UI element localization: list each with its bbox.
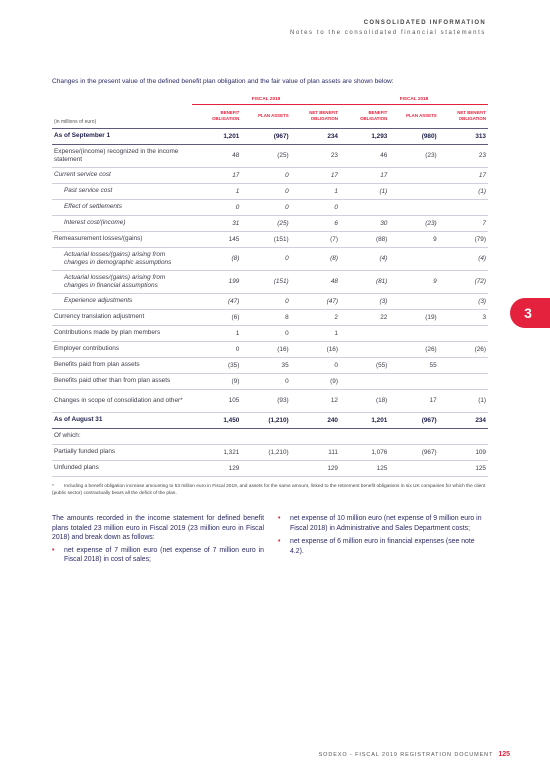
table-cell: 17	[291, 167, 340, 183]
table-cell: (18)	[340, 389, 389, 412]
body-column-right	[278, 514, 488, 560]
table-cell: 0	[291, 357, 340, 373]
running-header-section: CONSOLIDATED INFORMATION	[363, 20, 486, 26]
footnote-marker: *	[52, 484, 54, 489]
column-header-line: BENEFIT	[368, 110, 388, 116]
table-cell: 0	[241, 167, 290, 183]
row-label: Changes in scope of consolidation and other*	[52, 389, 192, 412]
column-header	[340, 105, 389, 129]
unit-label: (in millions of euro)	[54, 118, 97, 125]
table-cell	[340, 325, 389, 341]
table-cell: 17	[192, 167, 241, 183]
table-cell: 313	[439, 128, 488, 144]
table-cell: (967)	[241, 128, 290, 144]
table-cell: (151)	[241, 231, 290, 247]
table-row	[52, 128, 488, 144]
row-label: Actuarial losses/(gains) arising from changes in financial assumptions	[52, 270, 192, 293]
table-cell: (72)	[439, 270, 488, 293]
column-header-line: OBLIGATION	[212, 116, 240, 122]
table-cell: 199	[192, 270, 241, 293]
chapter-tab: 3	[510, 298, 550, 328]
bullet-text: net expense of 7 million euro (net expense of 7 million euro in Fiscal 2018) in cost of sales;	[64, 546, 264, 563]
running-header-subsection: Notes to the consolidated financial statements	[289, 30, 486, 36]
table-cell	[389, 183, 438, 199]
table-cell: 0	[241, 247, 290, 270]
row-label: Partially funded plans	[52, 444, 192, 460]
row-label: As of September 1	[52, 128, 192, 144]
table-cell: 2	[291, 309, 340, 325]
table-row	[52, 270, 488, 293]
row-label: Of which:	[52, 428, 192, 444]
page-number: 125	[498, 751, 510, 758]
table-cell	[389, 460, 438, 476]
table-row	[52, 309, 488, 325]
table-cell	[291, 428, 340, 444]
table-cell	[389, 293, 438, 309]
table-cell: 22	[340, 309, 389, 325]
table-cell: (16)	[291, 341, 340, 357]
table-cell	[439, 428, 488, 444]
table-body	[52, 128, 488, 476]
column-header	[439, 105, 488, 129]
table-cell: 1,450	[192, 412, 241, 428]
table-row	[52, 183, 488, 199]
row-label: As of August 31	[52, 412, 192, 428]
table-cell: 9	[389, 231, 438, 247]
table-cell: 7	[439, 215, 488, 231]
table-row	[52, 231, 488, 247]
table-cell: (16)	[241, 341, 290, 357]
table-cell	[192, 428, 241, 444]
table-cell: (93)	[241, 389, 290, 412]
table-cell: 1	[291, 183, 340, 199]
table-cell: (88)	[340, 231, 389, 247]
table-cell: 1,321	[192, 444, 241, 460]
table-cell	[340, 341, 389, 357]
table-cell: (9)	[291, 373, 340, 389]
table-cell: 12	[291, 389, 340, 412]
column-header-line: NET BENEFIT	[309, 110, 338, 116]
table-cell: (23)	[389, 144, 438, 167]
table-row	[52, 428, 488, 444]
bullet-item	[278, 537, 488, 556]
body-column-left	[52, 514, 264, 569]
table-cell: (980)	[389, 128, 438, 144]
table-row	[52, 460, 488, 476]
table-row	[52, 144, 488, 167]
row-label: Employer contributions	[52, 341, 192, 357]
bullet-icon: •	[278, 515, 281, 522]
table-cell: (25)	[241, 144, 290, 167]
row-label: Past service cost	[52, 183, 192, 199]
column-header-line: BENEFIT	[220, 110, 240, 116]
table-cell: 1,076	[340, 444, 389, 460]
column-header-line: PLAN ASSETS	[406, 113, 437, 119]
table-cell: 1,293	[340, 128, 389, 144]
row-label: Currency translation adjustment	[52, 309, 192, 325]
table-row	[52, 373, 488, 389]
table-cell	[389, 199, 438, 215]
table-cell: 48	[291, 270, 340, 293]
column-header-line: OBLIGATION	[360, 116, 388, 122]
table-cell: 17	[439, 167, 488, 183]
table-cell: (1)	[439, 183, 488, 199]
table-cell: (25)	[241, 215, 290, 231]
row-label: Experience adjustments	[52, 293, 192, 309]
table-cell: (1,210)	[241, 444, 290, 460]
table-cell: (1)	[340, 183, 389, 199]
table-cell	[241, 460, 290, 476]
table-cell	[439, 325, 488, 341]
table-cell: (9)	[192, 373, 241, 389]
table-cell: (1,210)	[241, 412, 290, 428]
table-cell	[241, 428, 290, 444]
table-cell: (3)	[340, 293, 389, 309]
table-cell: 17	[340, 167, 389, 183]
table-cell: 9	[389, 270, 438, 293]
column-header-row	[52, 105, 488, 129]
table-cell	[340, 428, 389, 444]
table-cell: (4)	[439, 247, 488, 270]
footnote-text: Including a benefit obligation increase amounting to 53 million euro in Fiscal 2019, and assets for the same amount, linked to the retirement benefit obligations in six UK companies for which the client (public sector) contractually bears all the deficit of the plan.	[52, 484, 486, 496]
table-cell: 17	[389, 389, 438, 412]
table-cell: 1	[192, 183, 241, 199]
table-cell: 129	[291, 460, 340, 476]
table-cell	[439, 373, 488, 389]
table-cell: 1,201	[192, 128, 241, 144]
table-cell: (4)	[340, 247, 389, 270]
table-cell: (35)	[192, 357, 241, 373]
table-cell: (967)	[389, 444, 438, 460]
table-cell: 46	[340, 144, 389, 167]
column-header	[389, 105, 438, 129]
column-header-line: OBLIGATION	[458, 116, 486, 122]
table-cell: (3)	[439, 293, 488, 309]
table-row	[52, 389, 488, 412]
table-cell: (26)	[389, 341, 438, 357]
table-cell: 0	[291, 199, 340, 215]
fiscal-2018-header: FISCAL 2018	[340, 92, 488, 105]
table-footnote	[52, 483, 488, 497]
column-header-line: OBLIGATION	[310, 116, 338, 122]
table-cell: 3	[439, 309, 488, 325]
bullet-item	[278, 514, 488, 533]
bullet-icon: •	[52, 546, 55, 554]
benefit-obligation-table	[52, 92, 488, 477]
table-row	[52, 325, 488, 341]
row-label: Benefits paid other than from plan assets	[52, 373, 192, 389]
table-cell: (81)	[340, 270, 389, 293]
table-row	[52, 199, 488, 215]
table-cell: (7)	[291, 231, 340, 247]
table-cell: (19)	[389, 309, 438, 325]
table-row	[52, 341, 488, 357]
table-cell: 1,201	[340, 412, 389, 428]
table-cell: (47)	[291, 293, 340, 309]
bullet-list-left	[52, 546, 264, 565]
fiscal-2019-header: FISCAL 2019	[192, 92, 340, 105]
bullet-list-right	[278, 514, 488, 556]
bullet-text: net expense of 6 million euro in financial expenses (see note 4.2).	[290, 538, 475, 555]
row-label: Effect of settlements	[52, 199, 192, 215]
table-row	[52, 215, 488, 231]
table-cell: (6)	[192, 309, 241, 325]
table-cell: 55	[389, 357, 438, 373]
column-header	[241, 105, 290, 129]
table-cell: 23	[439, 144, 488, 167]
body-paragraph: The amounts recorded in the income statement for defined benefit plans totaled 23 million euro in Fiscal 2019 (23 million euro in Fiscal 2018) and break down as follows:	[52, 515, 264, 541]
table-cell: 0	[241, 293, 290, 309]
table-cell: 6	[291, 215, 340, 231]
row-label: Contributions made by plan members	[52, 325, 192, 341]
table-cell	[439, 199, 488, 215]
table-cell: 1	[291, 325, 340, 341]
table-cell: (23)	[389, 215, 438, 231]
table-cell: 109	[439, 444, 488, 460]
row-label: Current service cost	[52, 167, 192, 183]
table-cell	[439, 357, 488, 373]
table-cell: 31	[192, 215, 241, 231]
table-cell: 35	[241, 357, 290, 373]
table-cell: 48	[192, 144, 241, 167]
footer-text: SODEXO - FISCAL 2019 REGISTRATION DOCUMENT	[318, 752, 494, 758]
table-cell	[389, 325, 438, 341]
table-cell: (55)	[340, 357, 389, 373]
column-header-line: NET BENEFIT	[457, 110, 486, 116]
table-cell: 129	[192, 460, 241, 476]
table-cell: 111	[291, 444, 340, 460]
table-cell: (151)	[241, 270, 290, 293]
table-row	[52, 167, 488, 183]
row-label: Benefits paid from plan assets	[52, 357, 192, 373]
table-cell	[389, 373, 438, 389]
row-label: Interest cost/(income)	[52, 215, 192, 231]
table-cell	[389, 428, 438, 444]
table-row	[52, 412, 488, 428]
row-label: Actuarial losses/(gains) arising from changes in demographic assumptions	[52, 247, 192, 270]
table-cell: 125	[439, 460, 488, 476]
bullet-item	[52, 546, 264, 565]
table-cell: 234	[291, 128, 340, 144]
table-cell: 105	[192, 389, 241, 412]
column-header-line: PLAN ASSETS	[258, 113, 289, 119]
table-cell: 8	[241, 309, 290, 325]
column-header	[192, 105, 241, 129]
table-cell: (47)	[192, 293, 241, 309]
column-header	[291, 105, 340, 129]
table-cell: 0	[241, 183, 290, 199]
bullet-icon: •	[278, 538, 281, 545]
table-cell: (8)	[192, 247, 241, 270]
row-label: Expense/(income) recognized in the income statement	[52, 144, 192, 167]
fiscal-year-header-row	[52, 92, 488, 105]
table-row	[52, 247, 488, 270]
table-cell: 145	[192, 231, 241, 247]
table-cell: 0	[192, 199, 241, 215]
page-footer	[319, 751, 510, 758]
table-intro: Changes in the present value of the defined benefit plan obligation and the fair value of plan assets are shown below:	[52, 78, 394, 85]
table-cell: 1	[192, 325, 241, 341]
table-cell: (1)	[439, 389, 488, 412]
table-row	[52, 293, 488, 309]
table-row	[52, 357, 488, 373]
table-cell: (8)	[291, 247, 340, 270]
table-cell: 234	[439, 412, 488, 428]
table-cell: 0	[192, 341, 241, 357]
table-cell: 23	[291, 144, 340, 167]
table-row	[52, 444, 488, 460]
table-cell	[389, 167, 438, 183]
table-cell: (79)	[439, 231, 488, 247]
row-label: Remeasurement losses/(gains)	[52, 231, 192, 247]
table-cell: (967)	[389, 412, 438, 428]
table-cell	[340, 373, 389, 389]
table-cell: 240	[291, 412, 340, 428]
table-cell: 125	[340, 460, 389, 476]
table-cell: (26)	[439, 341, 488, 357]
bullet-text: net expense of 10 million euro (net expense of 9 million euro in Fiscal 2018) in Administrative and Sales Department costs;	[290, 515, 482, 532]
row-label: Unfunded plans	[52, 460, 192, 476]
table-cell: 30	[340, 215, 389, 231]
table-cell: 0	[241, 199, 290, 215]
table-cell: 0	[241, 325, 290, 341]
table-cell	[389, 247, 438, 270]
table-cell: 0	[241, 373, 290, 389]
table-cell	[340, 199, 389, 215]
